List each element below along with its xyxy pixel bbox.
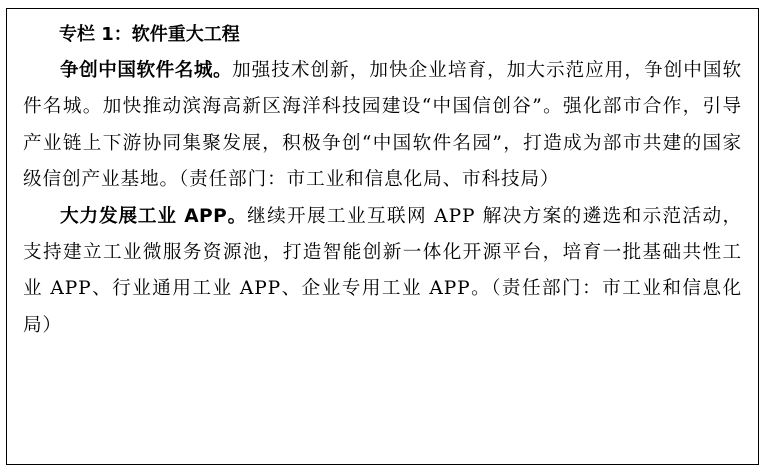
paragraph-body: 加强技术创新，加快企业培育，加大示范应用，争创中国软件名城。加快推动滨海高新区海洋科技园建设“中国信创谷”。强化部市合作，引导产业链上下游协同集聚发展，积极争创“中国软件名园”，打造成为部市共建的国家级信创产业基地。（责任部门：市工业和信息化局、市科技局） <box>23 60 742 191</box>
paragraph-heading: 争创中国软件名城。 <box>60 60 233 81</box>
column-title: 专栏 1：软件重大工程 <box>59 24 240 45</box>
paragraph-software-city <box>23 53 742 199</box>
paragraph-body: 继续开展工业互联网 APP 解决方案的遴选和示范活动，支持建立工业微服务资源池，打造智能创新一体化开源平台，培育一批基础共性工业 APP、行业通用工业 APP、企业专用工业 APP。（责任部门：市工业和信息化局） <box>23 205 742 336</box>
paragraph-heading: 大力发展工业 APP。 <box>60 205 248 227</box>
column-box <box>6 8 759 465</box>
paragraph-industrial-app <box>23 199 742 345</box>
